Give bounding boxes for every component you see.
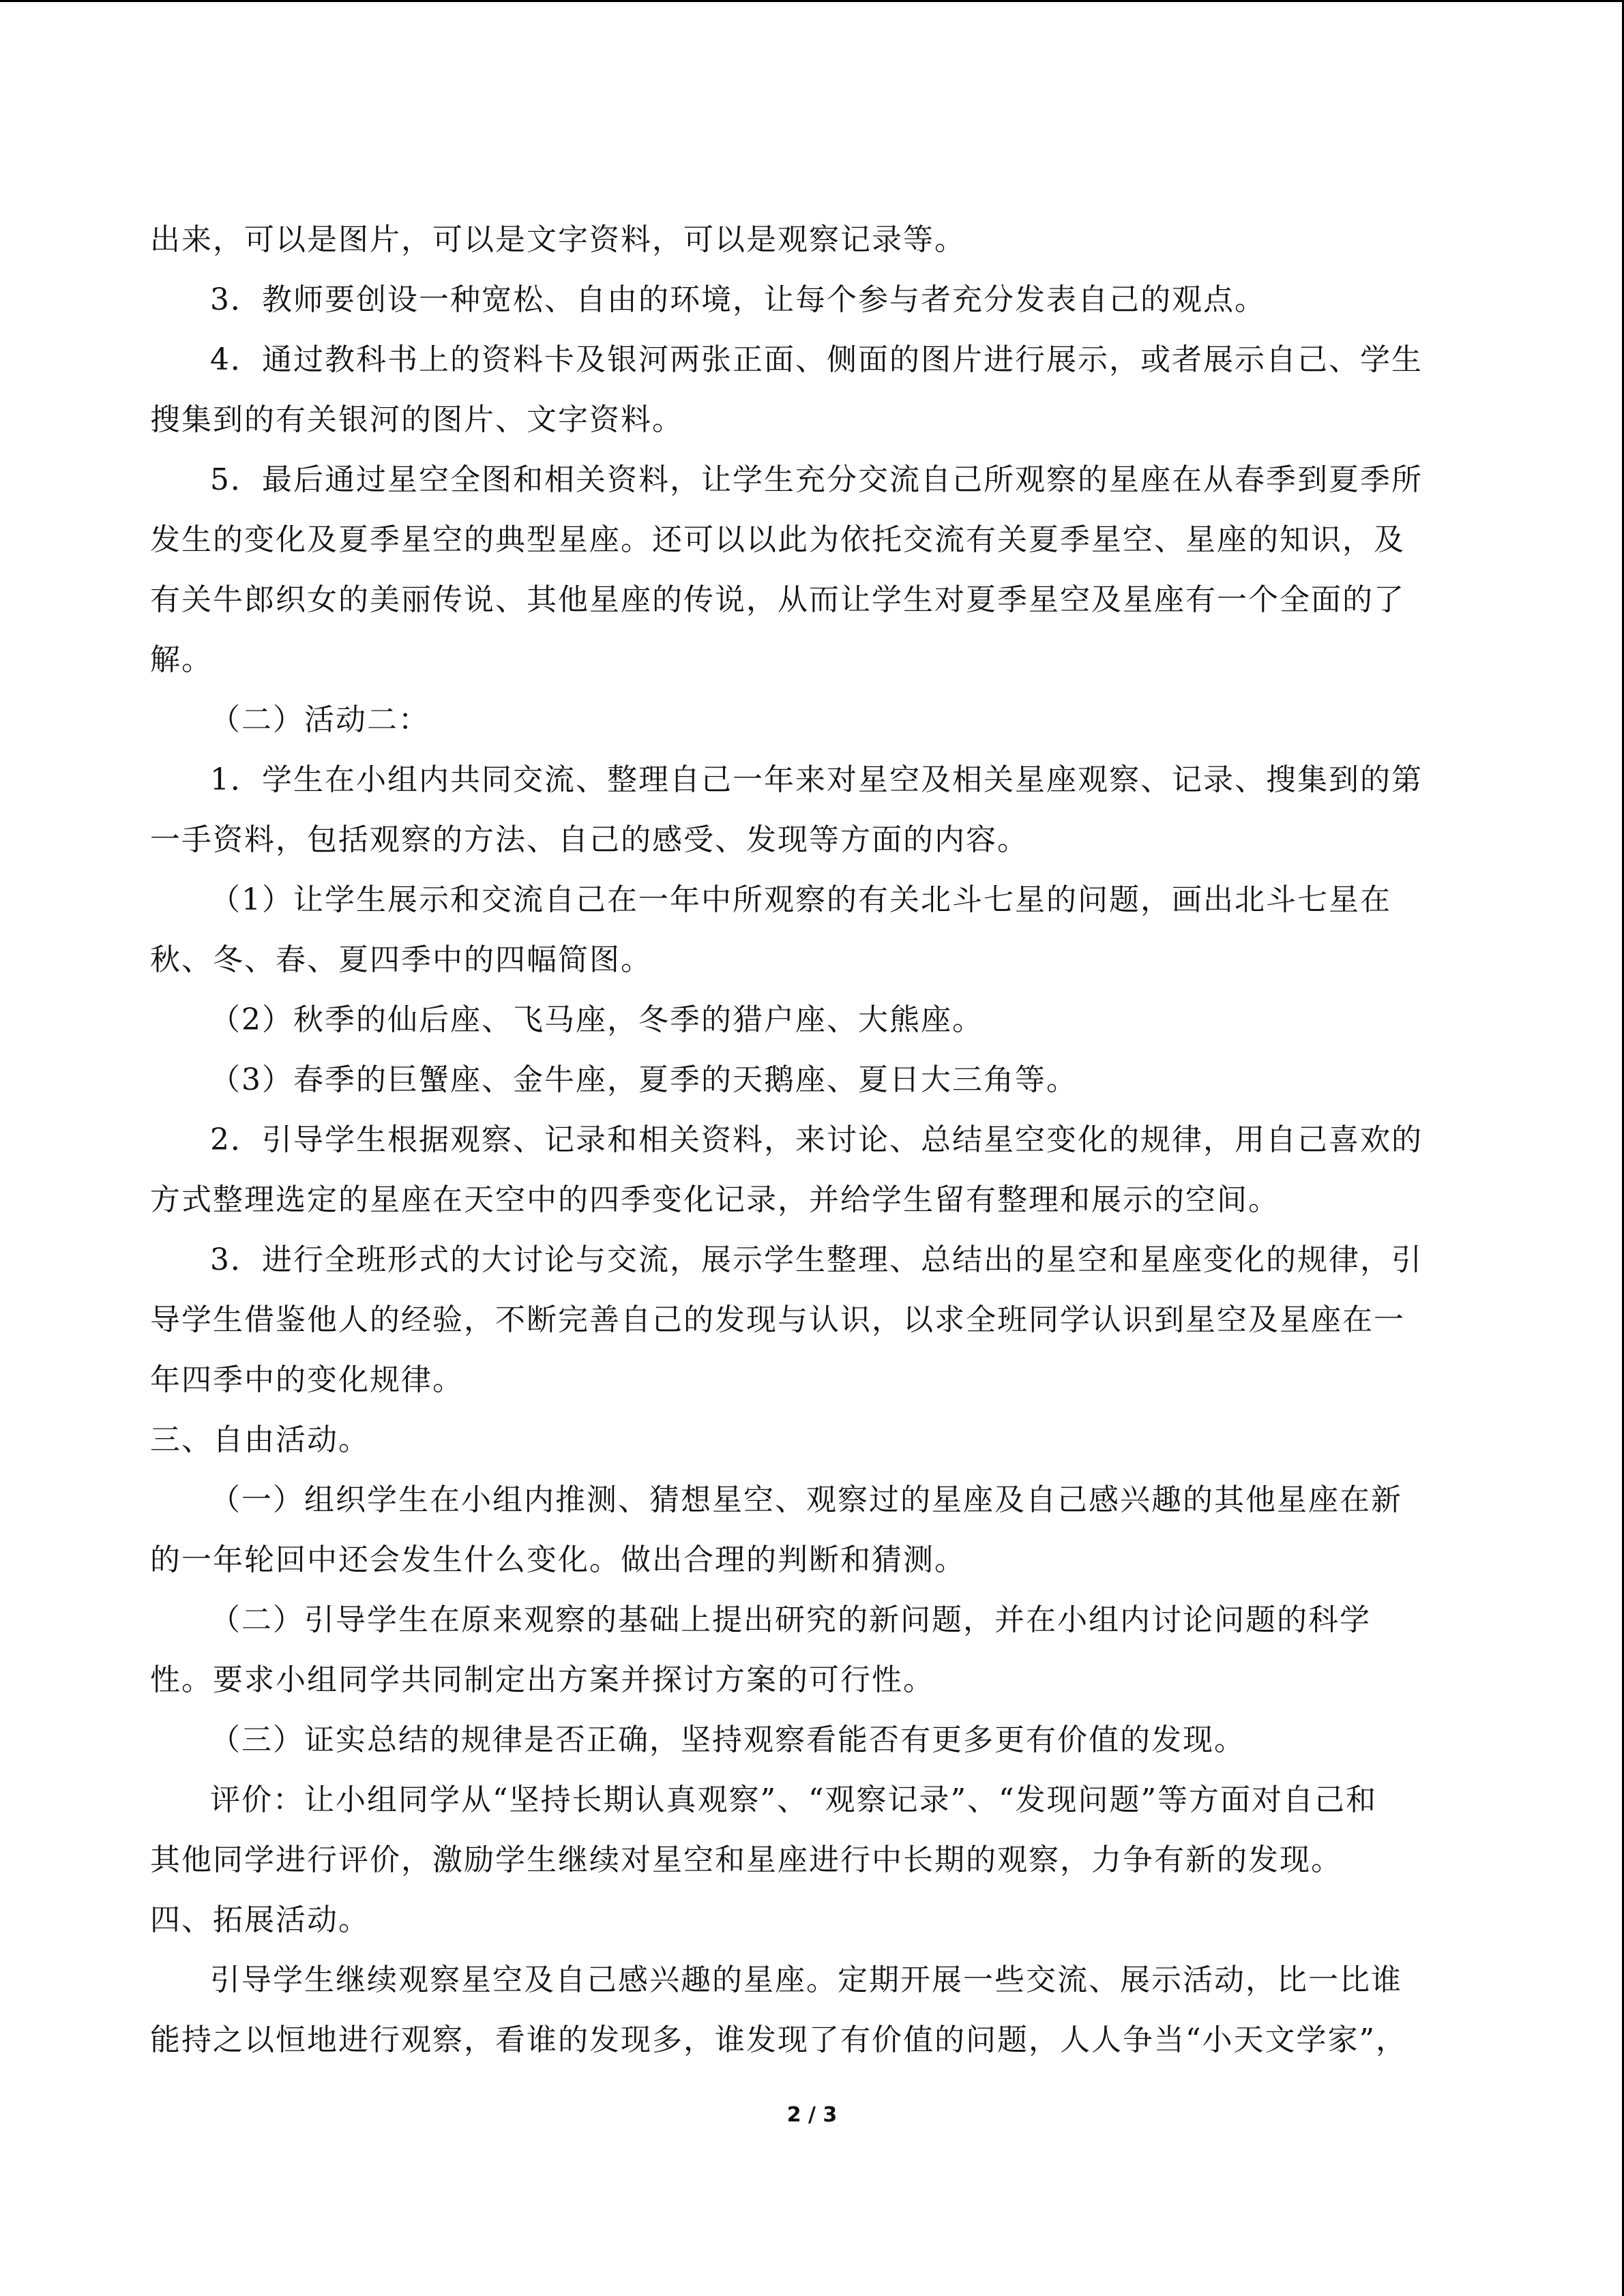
text-line: 4．通过教科书上的资料卡及银河两张正面、侧面的图片进行展示，或者展示自己、学生 (210, 342, 1423, 377)
text-line: 出来，可以是图片，可以是文字资料，可以是观察记录等。 (150, 222, 966, 257)
page-number: 2 / 3 (786, 2103, 838, 2127)
text-line: （3）春季的巨蟹座、金牛座，夏季的天鹅座、夏日大三角等。 (210, 1062, 1078, 1097)
text-line: 其他同学进行评价，激励学生继续对星空和星座进行中长期的观察，力争有新的发现。 (150, 1843, 1342, 1877)
text-line: 3．教师要创设一种宽松、自由的环境，让每个参与者充分发表自己的观点。 (210, 282, 1266, 317)
text-line: （1）让学生展示和交流自己在一年中所观察的有关北斗七星的问题，画出北斗七星在 (210, 882, 1391, 917)
text-line: （二）引导学生在原来观察的基础上提出研究的新问题，并在小组内讨论问题的科学 (210, 1602, 1371, 1637)
text-line: 能持之以恒地进行观察，看谁的发现多，谁发现了有价值的问题，人人争当“小天文学家”， (150, 2023, 1407, 2057)
section-heading: 四、拓展活动。 (150, 1903, 370, 1937)
text-line: 性。要求小组同学共同制定出方案并探讨方案的可行性。 (150, 1663, 934, 1697)
text-line: （一）组织学生在小组内推测、猜想星空、观察过的星座及自己感兴趣的其他星座在新 (210, 1482, 1402, 1517)
text-line: （2）秋季的仙后座、飞马座，冬季的猎户座、大熊座。 (210, 1002, 984, 1037)
text-line: 1．学生在小组内共同交流、整理自己一年来对星空及相关星座观察、记录、搜集到的第 (210, 762, 1423, 797)
text-line: 评价：让小组同学从“坚持长期认真观察”、“观察记录”、“发现问题”等方面对自己和 (210, 1783, 1377, 1817)
text-line: 5．最后通过星空全图和相关资料，让学生充分交流自己所观察的星座在从春季到夏季所 (210, 462, 1423, 497)
section-heading: （二）活动二： (210, 702, 430, 737)
text-line: 发生的变化及夏季星空的典型星座。还可以以此为依托交流有关夏季星空、星座的知识，及 (150, 522, 1405, 557)
text-line: 解。 (150, 642, 213, 677)
text-line: 导学生借鉴他人的经验，不断完善自己的发现与认识，以求全班同学认识到星空及星座在一 (150, 1302, 1405, 1337)
text-line: 3．进行全班形式的大讨论与交流，展示学生整理、总结出的星空和星座变化的规律，引 (210, 1242, 1423, 1277)
text-line: 年四季中的变化规律。 (150, 1362, 464, 1397)
top-border-line (0, 0, 1624, 2)
text-line: 的一年轮回中还会发生什么变化。做出合理的判断和猜测。 (150, 1542, 966, 1577)
text-line: 秋、冬、春、夏四季中的四幅简图。 (150, 942, 652, 977)
text-line: 方式整理选定的星座在天空中的四季变化记录，并给学生留有整理和展示的空间。 (150, 1182, 1280, 1217)
text-line: 有关牛郎织女的美丽传说、其他星座的传说，从而让学生对夏季星空及星座有一个全面的了 (150, 582, 1405, 617)
text-line: 引导学生继续观察星空及自己感兴趣的星座。定期开展一些交流、展示活动，比一比谁 (210, 1963, 1402, 1997)
text-line: 搜集到的有关银河的图片、文字资料。 (150, 402, 683, 437)
section-heading: 三、自由活动。 (150, 1422, 370, 1457)
text-line: 一手资料，包括观察的方法、自己的感受、发现等方面的内容。 (150, 822, 1029, 857)
text-line: （三）证实总结的规律是否正确，坚持观察看能否有更多更有价值的发现。 (210, 1723, 1245, 1757)
text-line: 2．引导学生根据观察、记录和相关资料，来讨论、总结星空变化的规律，用自己喜欢的 (210, 1122, 1423, 1157)
